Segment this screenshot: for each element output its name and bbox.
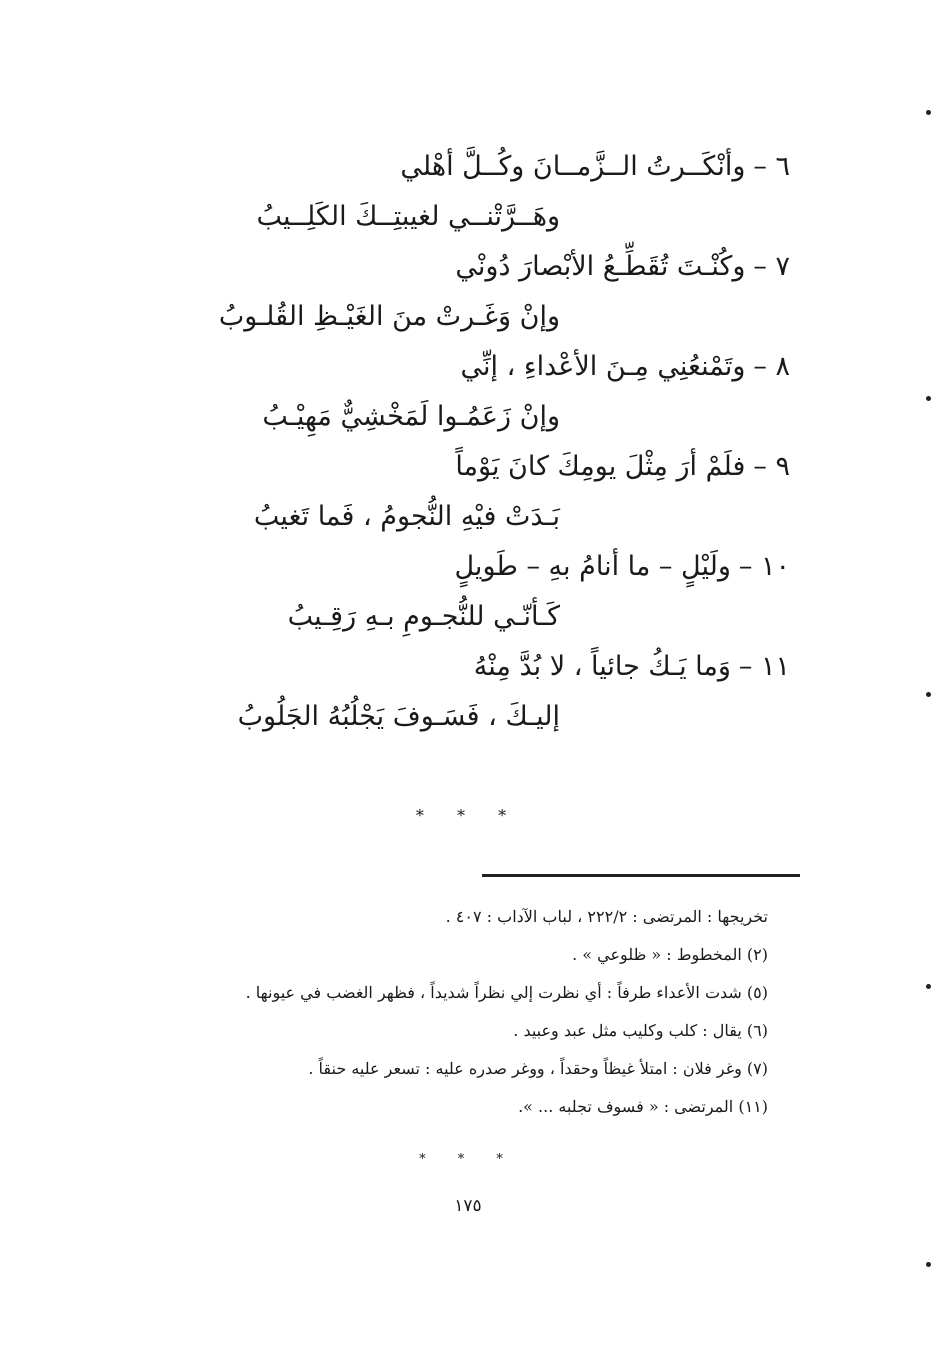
- scan-speck: [926, 110, 931, 115]
- verse-second-hemistich: إليـكَ ، فَسَـوفَ يَجْلُبُهُ الجَلُوبُ: [237, 701, 560, 732]
- footnote-5: (٥) شدت الأعداء طرفاً : أي نظرت إلي نظراً شديداً ، فظهر الغضب في عيونها .: [245, 983, 768, 1002]
- verse-7: [150, 242, 790, 342]
- verse-first-hemistich: فلَمْ أرَ مِثْلَ يومِكَ كانَ يَوْماً: [455, 451, 746, 482]
- poem-verses: [150, 142, 790, 742]
- scan-speck: [926, 692, 931, 697]
- verse-number: ١١ –: [738, 651, 790, 682]
- verse-second-hemistich: كَـأنّـي للنُّجـومِ بـهِ رَقِـيبُ: [287, 601, 560, 632]
- verse-6: [150, 142, 790, 242]
- scan-speck: [926, 1262, 931, 1267]
- footnotes: [170, 898, 768, 1126]
- verse-first-hemistich: وكُنْـتَ تُقَطِّـعُ الأبْصارَ دُونْي: [455, 251, 746, 282]
- verse-second-hemistich: وهَــرَّتْنــي لغيبتِــكَ الكَلِــيبُ: [256, 201, 560, 232]
- scan-speck: [926, 984, 931, 989]
- verse-10: [150, 542, 790, 642]
- verse-11: [150, 642, 790, 742]
- verse-second-hemistich: وإنْ زَعَمُـوا لَمَخْشِيٌّ مَهِيْـبُ: [262, 401, 560, 432]
- section-separator: * * *: [415, 806, 521, 825]
- footnote-sources: تخريجها : المرتضى : ٢٢٢/٢ ، لباب الآداب : ٤٠٧ .: [445, 907, 768, 926]
- footnote-separator: * * *: [419, 1152, 517, 1167]
- verse-number: ٦ –: [753, 151, 790, 182]
- verse-number: ١٠ –: [738, 551, 790, 582]
- footnote-7: (٧) وغر فلان : امتلأ غيظاً وحقداً ، ووغر صدره عليه : تسعر عليه حنقاً .: [308, 1059, 768, 1078]
- verse-number: ٧ –: [753, 251, 790, 282]
- verse-number: ٨ –: [753, 351, 790, 382]
- page-number: ١٧٥: [454, 1196, 482, 1216]
- verse-first-hemistich: ولَيْلٍ – ما أنامُ بهِ – طَويلٍ: [454, 551, 731, 582]
- verse-first-hemistich: وأنْكَــرتُ الــزَّمــانَ وكُــلَّ أهْلي: [400, 151, 746, 182]
- footnote-6: (٦) يقال : كلب وكليب مثل عبد وعبيد .: [513, 1021, 768, 1040]
- verse-first-hemistich: وتَمْنعُنِي مِـنَ الأعْداءِ ، إنِّي: [460, 351, 746, 382]
- footnote-2: (٢) المخطوط : « ظلوعي » .: [572, 945, 768, 964]
- verse-number: ٩ –: [753, 451, 790, 482]
- verse-9: [150, 442, 790, 542]
- verse-second-hemistich: بَـدَتْ فيْهِ النُّجومُ ، فَما تَغيبُ: [253, 501, 560, 532]
- footnote-11: (١١) المرتضى : « فسوف تجلبه ... ».: [518, 1097, 768, 1116]
- scan-speck: [926, 396, 931, 401]
- verse-second-hemistich: وإنْ وَغَـرتْ منَ الغَيْـظِ القُلـوبُ: [218, 301, 560, 332]
- verse-8: [150, 342, 790, 442]
- verse-first-hemistich: وَما يَـكُ جائياً ، لا بُدَّ مِنْهُ: [473, 651, 731, 682]
- footnote-rule: [482, 874, 800, 877]
